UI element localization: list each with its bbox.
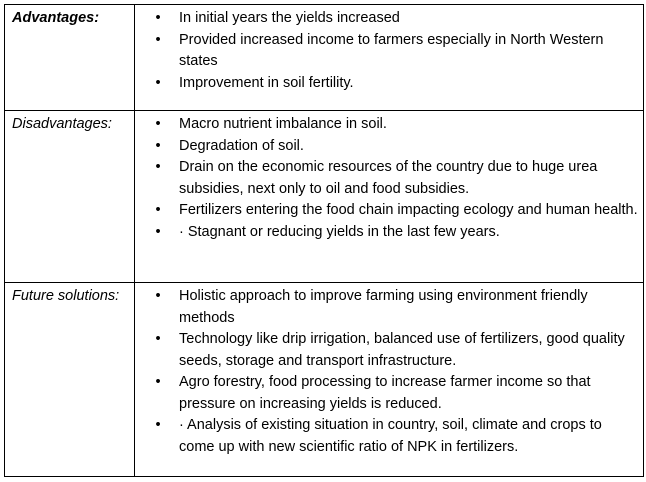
future-solutions-list-cell: [135, 283, 644, 477]
bullet-icon: •: [155, 74, 161, 91]
list-item: [143, 157, 639, 200]
bullet-icon: •: [155, 374, 161, 390]
list-item-text: Technology like drip irrigation, balanced use of fertilizers, good quality seeds, storage and transport infrastructure.: [179, 331, 625, 369]
list-item: [143, 372, 639, 415]
future-solutions-list: [143, 286, 639, 458]
list-item: [143, 222, 639, 244]
bullet-icon: •: [155, 31, 161, 48]
row-label-advantages: Advantages:: [5, 5, 135, 111]
advantages-list: [143, 8, 639, 94]
list-item: [143, 114, 639, 136]
bullet-icon: •: [155, 116, 161, 132]
list-item: [143, 73, 639, 95]
bullet-icon: •: [155, 159, 161, 175]
comparison-table: [4, 4, 644, 477]
list-item: [143, 415, 639, 458]
bullet-icon: •: [155, 223, 161, 240]
bullet-icon: •: [155, 288, 161, 304]
bullet-icon: •: [155, 202, 161, 218]
list-item-text: In initial years the yields increased: [179, 10, 400, 26]
list-item: [143, 286, 639, 329]
bullet-icon: •: [155, 10, 161, 26]
row-label-future-solutions: Future solutions:: [5, 283, 135, 477]
bullet-icon: •: [155, 331, 161, 347]
bullet-icon: •: [155, 417, 161, 433]
table-row-future-solutions: [5, 283, 644, 477]
list-item-text: Agro forestry, food processing to increase farmer income so that pressure on increasing yields is reduced.: [179, 374, 591, 412]
bullet-icon: •: [155, 137, 161, 154]
disadvantages-list-cell: [135, 111, 644, 283]
list-item: [143, 136, 639, 158]
table-row-disadvantages: [5, 111, 644, 283]
row-label-disadvantages: Disadvantages:: [5, 111, 135, 283]
disadvantages-list: [143, 114, 639, 243]
list-item: [143, 200, 639, 222]
list-item: [143, 30, 639, 73]
list-item-text: Fertilizers entering the food chain impacting ecology and human health.: [179, 202, 638, 218]
table-row-advantages: [5, 5, 644, 111]
advantages-list-cell: [135, 5, 644, 111]
list-item-text: Holistic approach to improve farming using environment friendly methods: [179, 288, 588, 326]
list-item-text: · Stagnant or reducing yields in the last few years.: [179, 223, 500, 240]
list-item: [143, 329, 639, 372]
list-item: [143, 8, 639, 30]
list-item-text: Improvement in soil fertility.: [179, 74, 354, 91]
list-item-text: Degradation of soil.: [179, 137, 304, 154]
list-item-text: Provided increased income to farmers especially in North Western states: [179, 31, 604, 69]
list-item-text: · Analysis of existing situation in country, soil, climate and crops to come up with new scientific ratio of NPK in fertilizers.: [179, 417, 602, 455]
list-item-text: Macro nutrient imbalance in soil.: [179, 116, 387, 132]
list-item-text: Drain on the economic resources of the country due to huge urea subsidies, next only to oil and food subsidies.: [179, 159, 598, 197]
